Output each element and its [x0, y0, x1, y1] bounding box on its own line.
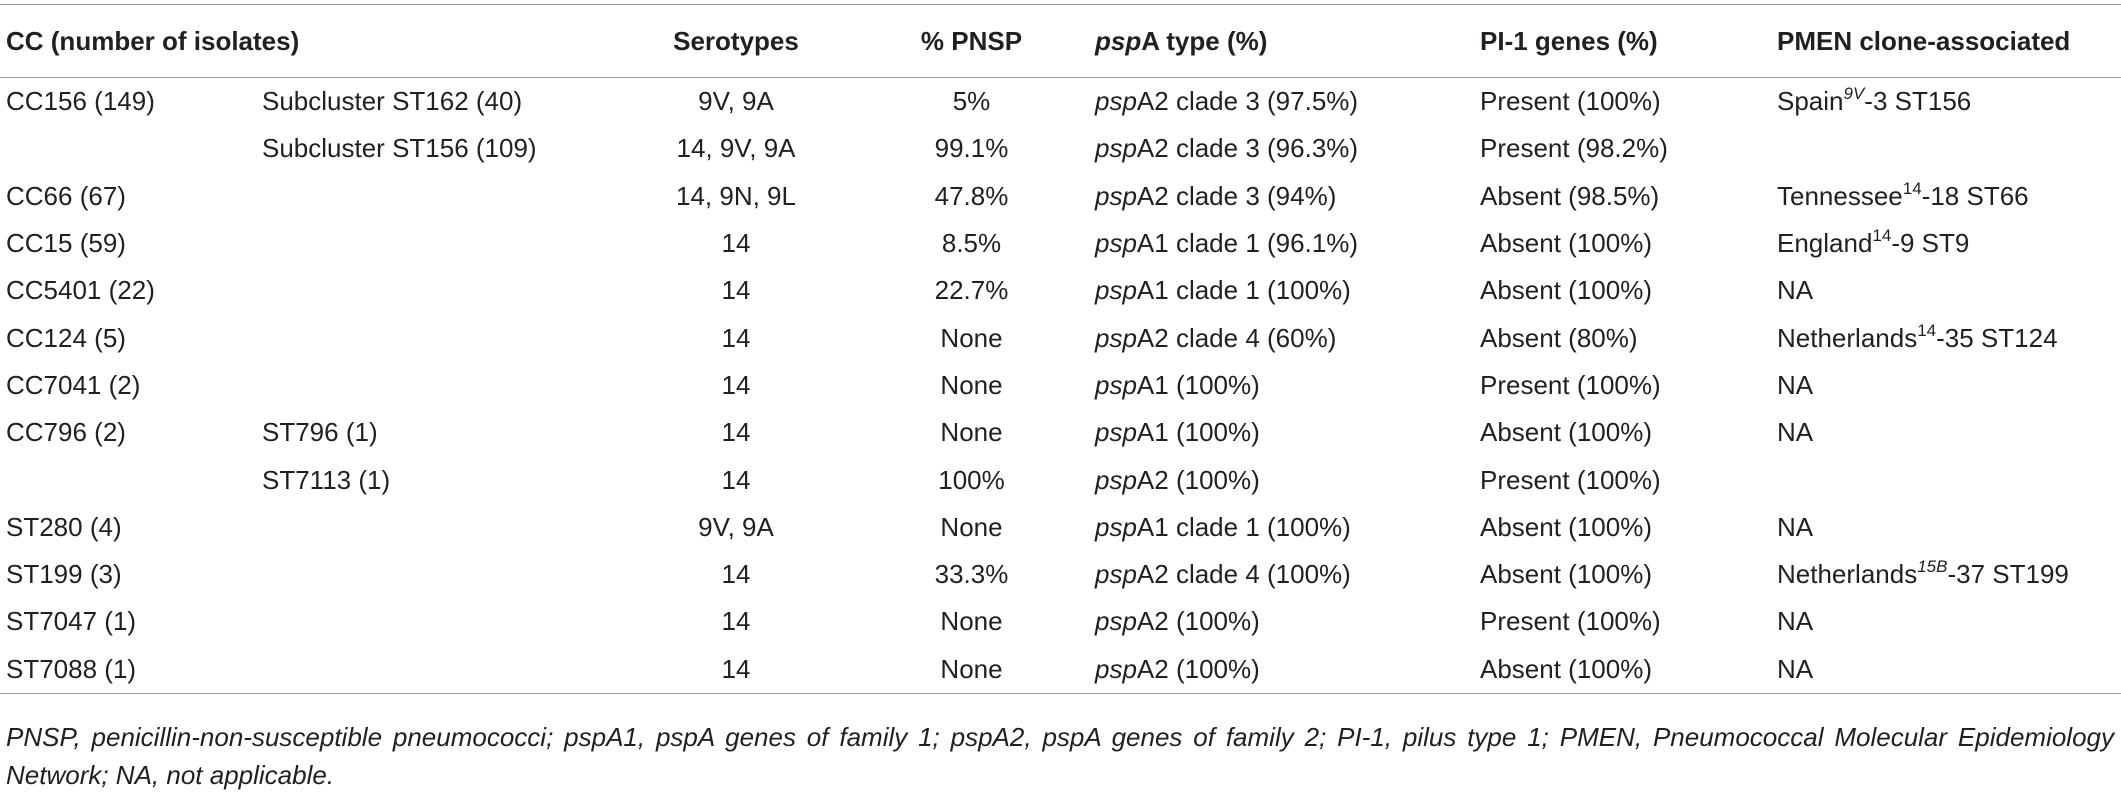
table-header — [0, 5, 2121, 78]
cell-pmen-clone — [1777, 362, 2121, 409]
table-row — [0, 362, 2121, 409]
cell-pspa-type — [1095, 551, 1480, 598]
pspa-rest: A2 (100%) — [1136, 464, 1260, 495]
pspa-rest: A2 (100%) — [1136, 653, 1260, 684]
cell-subcluster — [262, 267, 624, 314]
cell-pi1-genes: Absent (80%) — [1480, 322, 1638, 353]
cell-subcluster — [262, 220, 624, 267]
cell-cc: CC796 (2) — [6, 417, 126, 448]
cell-subcluster — [262, 551, 624, 598]
cell-pnsp: None — [940, 417, 1003, 448]
cell-pmen-clone — [1777, 267, 2121, 314]
table-row — [0, 78, 2121, 126]
cell-pnsp: None — [940, 511, 1003, 542]
pmen-suffix: -9 ST9 — [1891, 228, 1970, 259]
pmen-name: Tennessee — [1777, 180, 1903, 211]
table-row — [0, 267, 2121, 314]
cell-subcluster: Subcluster ST156 (109) — [262, 133, 537, 164]
pspa-italic: psp — [1095, 511, 1137, 542]
cell-pi1-genes: Present (100%) — [1480, 86, 1661, 117]
table-row — [0, 456, 2121, 503]
table-row — [0, 504, 2121, 551]
cell-pnsp: None — [940, 606, 1003, 637]
cell-subcluster — [262, 598, 624, 645]
cell-subcluster — [262, 504, 624, 551]
cell-pnsp: 22.7% — [934, 275, 1009, 306]
cell-cc: CC15 (59) — [6, 228, 126, 259]
cell-cc: ST7047 (1) — [6, 606, 137, 637]
cell-serotypes: 14 — [721, 228, 751, 259]
cell-pnsp: 5% — [952, 86, 991, 117]
cell-pspa-type — [1095, 78, 1480, 126]
table-footnote: PNSP, penicillin-non-susceptible pneumococci; pspA1, pspA genes of family 1; pspA2, pspA genes of family 2; PI-1, pilus type 1; PMEN, Pneumococcal Molecular Epidemiology Network; NA, not applicable. — [6, 722, 2114, 790]
pspa-italic: psp — [1095, 86, 1137, 117]
cell-subcluster: Subcluster ST162 (40) — [262, 86, 523, 117]
table-row — [0, 314, 2121, 361]
cell-pmen-clone — [1777, 551, 2121, 598]
cell-pnsp: 99.1% — [934, 133, 1009, 164]
pspa-italic: psp — [1095, 606, 1137, 637]
header-pspa-italic: psp — [1095, 25, 1142, 56]
table-row — [0, 646, 2121, 694]
cell-pi1-genes: Present (100%) — [1480, 606, 1661, 637]
cell-pi1-genes: Absent (100%) — [1480, 511, 1652, 542]
cell-pi1-genes: Present (100%) — [1480, 369, 1661, 400]
cell-pnsp: 33.3% — [934, 559, 1009, 590]
header-serotypes: Serotypes — [624, 5, 848, 78]
cell-serotypes: 14 — [721, 322, 751, 353]
cell-pspa-type — [1095, 125, 1480, 172]
pspa-italic: psp — [1095, 464, 1137, 495]
cell-subcluster — [262, 314, 624, 361]
cell-cc: CC124 (5) — [6, 322, 126, 353]
table-row — [0, 409, 2121, 456]
pspa-rest: A1 clade 1 (100%) — [1136, 511, 1351, 542]
header-pi1-genes: PI-1 genes (%) — [1480, 5, 1777, 78]
cell-pnsp: None — [940, 369, 1003, 400]
cell-pi1-genes: Present (98.2%) — [1480, 133, 1668, 164]
pmen-serotype-superscript: 9V — [1843, 84, 1865, 104]
pspa-italic: psp — [1095, 653, 1137, 684]
pmen-name: Netherlands — [1777, 322, 1918, 353]
cell-cc: CC5401 (22) — [6, 275, 155, 306]
pmen-name: NA — [1777, 606, 1814, 637]
cell-subcluster: ST796 (1) — [262, 417, 378, 448]
pspa-italic: psp — [1095, 133, 1137, 164]
pspa-rest: A2 clade 3 (97.5%) — [1136, 86, 1359, 117]
pspa-italic: psp — [1095, 369, 1137, 400]
cell-serotypes: 14 — [721, 275, 751, 306]
cell-cc: CC7041 (2) — [6, 369, 141, 400]
pspa-rest: A1 (100%) — [1136, 369, 1260, 400]
pmen-name: Netherlands — [1777, 559, 1918, 590]
cell-subcluster — [262, 646, 624, 694]
cell-pmen-clone — [1777, 220, 2121, 267]
header-row — [0, 5, 2121, 78]
pspa-italic: psp — [1095, 417, 1137, 448]
cell-pnsp: 47.8% — [934, 180, 1009, 211]
cell-cc: ST7088 (1) — [0, 646, 262, 694]
cell-subcluster: ST7113 (1) — [262, 464, 391, 495]
cell-pspa-type — [1095, 362, 1480, 409]
cell-cc — [0, 456, 262, 503]
table-row — [0, 125, 2121, 172]
cell-serotypes: 14 — [721, 606, 751, 637]
pspa-italic: psp — [1095, 275, 1137, 306]
pspa-italic: psp — [1095, 559, 1137, 590]
cell-pnsp: None — [940, 322, 1003, 353]
cell-serotypes: 14 — [721, 559, 751, 590]
pspa-rest: A1 (100%) — [1136, 417, 1260, 448]
pspa-rest: A1 clade 1 (96.1%) — [1136, 228, 1359, 259]
cell-pmen-clone — [1777, 646, 2121, 694]
header-pspa-rest: A type (%) — [1141, 25, 1268, 56]
cc-summary-table — [0, 4, 2121, 694]
cell-subcluster — [262, 173, 624, 220]
pspa-italic: psp — [1095, 322, 1137, 353]
cell-pspa-type — [1095, 220, 1480, 267]
cell-subcluster — [262, 362, 624, 409]
cell-pspa-type — [1095, 646, 1480, 694]
pmen-suffix: -37 ST199 — [1947, 559, 2069, 590]
pmen-suffix: -35 ST124 — [1936, 322, 2058, 353]
pspa-italic: psp — [1095, 180, 1137, 211]
cell-pspa-type — [1095, 504, 1480, 551]
cell-serotypes: 14 — [624, 646, 848, 694]
cell-cc: CC156 (149) — [6, 86, 155, 117]
pspa-rest: A2 clade 4 (100%) — [1136, 559, 1351, 590]
pspa-rest: A1 clade 1 (100%) — [1136, 275, 1351, 306]
pmen-serotype-superscript: 14 — [1902, 178, 1922, 198]
pmen-suffix: -3 ST156 — [1864, 86, 1972, 117]
cell-cc: CC66 (67) — [6, 180, 126, 211]
pmen-name: NA — [1777, 511, 1814, 542]
table-row — [0, 173, 2121, 220]
cell-cc: ST199 (3) — [6, 559, 122, 590]
cell-pmen-clone — [1777, 314, 2121, 361]
cell-pnsp: None — [848, 646, 1095, 694]
cell-pmen-clone — [1777, 409, 2121, 456]
cell-serotypes: 14 — [721, 464, 751, 495]
cell-cc: ST280 (4) — [6, 511, 122, 542]
pspa-rest: A2 clade 4 (60%) — [1136, 322, 1337, 353]
cell-pnsp: 8.5% — [941, 228, 1002, 259]
pmen-name: NA — [1777, 653, 1814, 684]
pmen-name: NA — [1777, 369, 1814, 400]
pspa-rest: A2 clade 3 (94%) — [1136, 180, 1337, 211]
cell-pmen-clone — [1777, 78, 2121, 126]
cell-pnsp: 100% — [938, 464, 1005, 495]
pmen-name: NA — [1777, 417, 1814, 448]
header-pnsp: % PNSP — [848, 5, 1095, 78]
table-body — [0, 78, 2121, 694]
cell-pi1-genes: Absent (100%) — [1480, 417, 1652, 448]
pspa-rest: A2 (100%) — [1136, 606, 1260, 637]
cell-serotypes: 9V, 9A — [698, 511, 774, 542]
cell-pi1-genes: Present (100%) — [1480, 464, 1661, 495]
cell-pmen-clone — [1777, 504, 2121, 551]
cell-pspa-type — [1095, 173, 1480, 220]
cell-pi1-genes: Absent (100%) — [1480, 228, 1652, 259]
header-pmen-clone: PMEN clone-associated — [1777, 5, 2121, 78]
cell-cc — [0, 125, 262, 172]
table-row — [0, 551, 2121, 598]
cell-pi1-genes: Absent (100%) — [1480, 646, 1777, 694]
pmen-serotype-superscript: 14 — [1872, 226, 1892, 246]
cell-pi1-genes: Absent (100%) — [1480, 275, 1652, 306]
cell-pmen-clone — [1777, 598, 2121, 645]
pspa-rest: A2 clade 3 (96.3%) — [1136, 133, 1359, 164]
cell-pi1-genes: Absent (98.5%) — [1480, 180, 1660, 211]
cell-pmen-clone — [1777, 125, 2121, 172]
table-row — [0, 220, 2121, 267]
table-row — [0, 598, 2121, 645]
header-pspa-type — [1095, 5, 1480, 78]
cell-serotypes: 14, 9V, 9A — [676, 133, 796, 164]
cell-pspa-type — [1095, 314, 1480, 361]
cell-serotypes: 9V, 9A — [698, 86, 774, 117]
pmen-name: England — [1777, 228, 1873, 259]
cell-serotypes: 14 — [721, 417, 751, 448]
cell-serotypes: 14, 9N, 9L — [676, 180, 796, 211]
cell-pmen-clone — [1777, 456, 2121, 503]
cell-pspa-type — [1095, 267, 1480, 314]
pmen-serotype-superscript: 14 — [1917, 320, 1937, 340]
pmen-serotype-superscript: 15B — [1917, 557, 1948, 577]
cell-pi1-genes: Absent (100%) — [1480, 559, 1652, 590]
cell-pspa-type — [1095, 456, 1480, 503]
cell-pspa-type — [1095, 598, 1480, 645]
cell-pspa-type — [1095, 409, 1480, 456]
pmen-name: NA — [1777, 275, 1814, 306]
pspa-italic: psp — [1095, 228, 1137, 259]
cell-pmen-clone — [1777, 173, 2121, 220]
pmen-name: Spain — [1777, 86, 1844, 117]
header-cc: CC (number of isolates) — [0, 5, 624, 78]
pmen-suffix: -18 ST66 — [1921, 180, 2029, 211]
cell-serotypes: 14 — [721, 369, 751, 400]
